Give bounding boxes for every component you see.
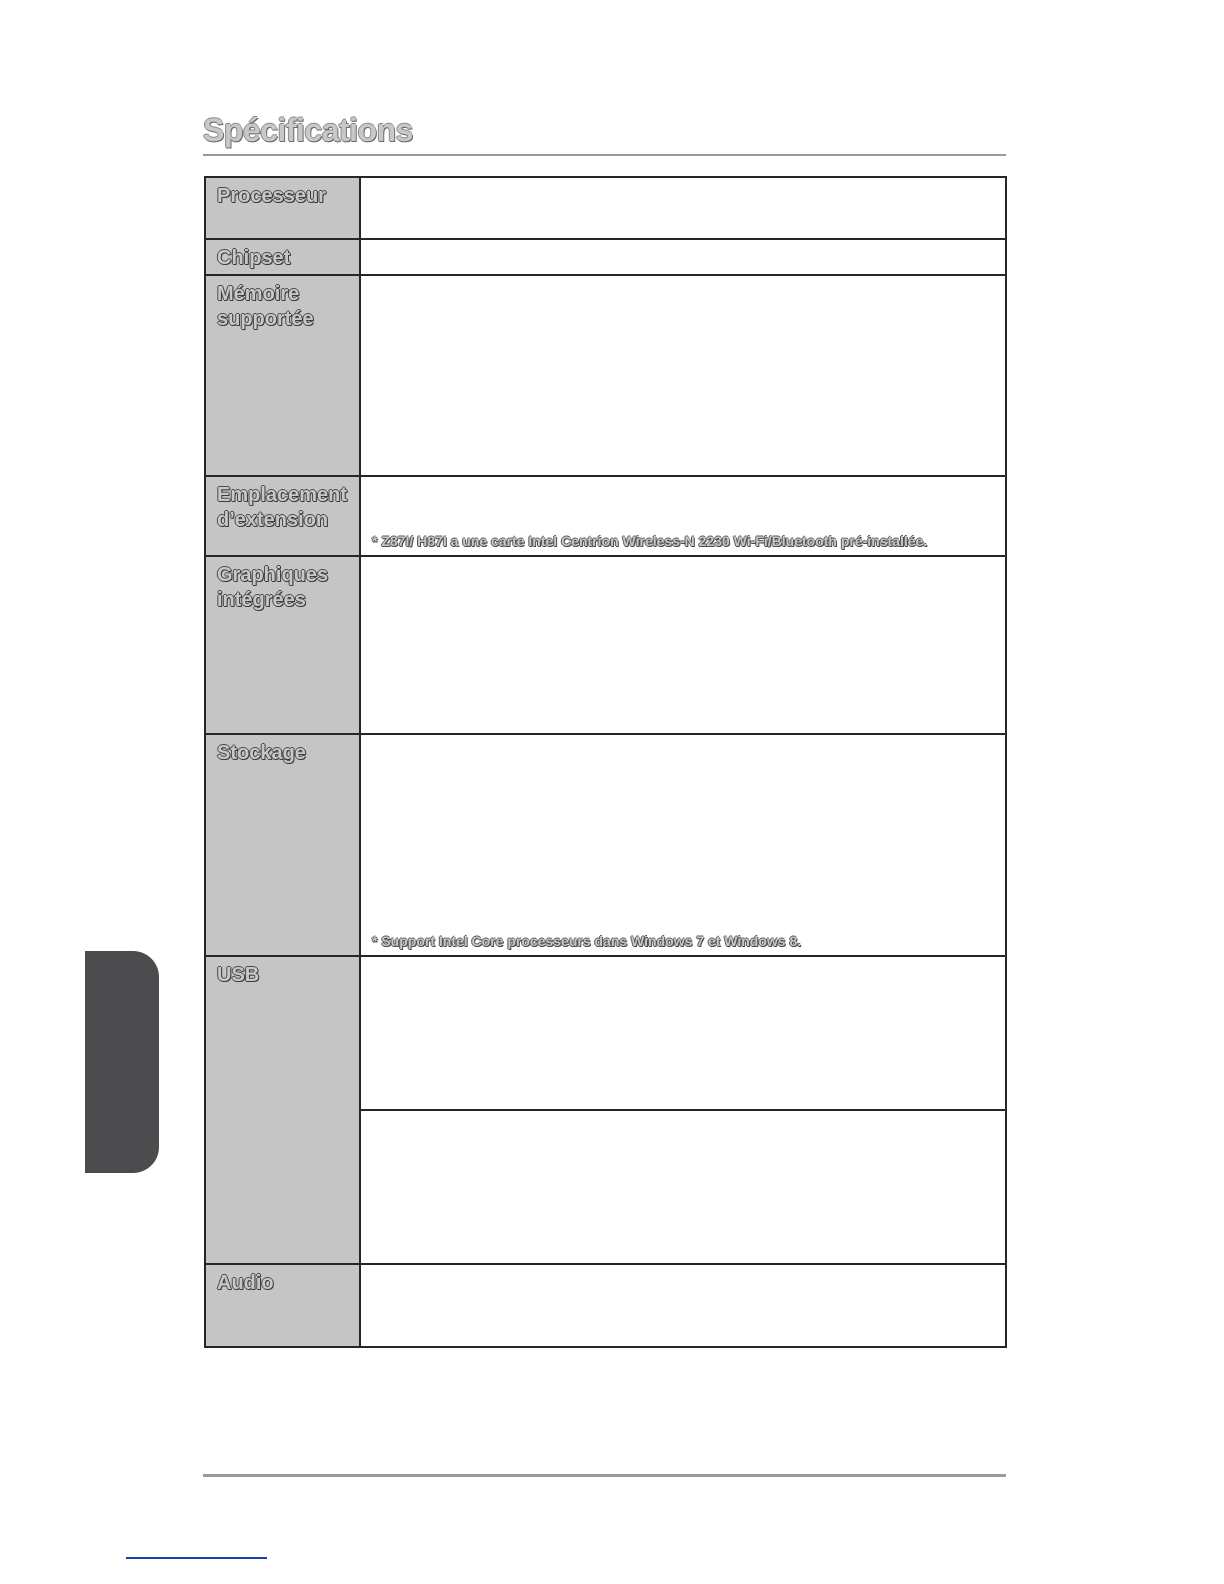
footer-divider <box>203 1474 1006 1477</box>
spec-row-chipset <box>205 239 1006 275</box>
chapter-side-tab <box>85 951 159 1173</box>
spec-value <box>360 177 1006 239</box>
spec-row-processeur <box>205 177 1006 239</box>
spec-label: Graphiques intégrées <box>217 564 329 611</box>
spec-value <box>360 1264 1006 1347</box>
footnote: * Support Intel Core processeurs dans Windows 7 et Windows 8. <box>372 933 802 949</box>
spec-row-memoire <box>205 275 1006 476</box>
spec-table <box>204 176 1007 1348</box>
spec-label-cell <box>205 275 360 476</box>
spec-label: Mémoire supportée <box>217 283 314 330</box>
spec-label-cell <box>205 239 360 275</box>
spec-label-cell <box>205 734 360 956</box>
spec-value <box>360 556 1006 734</box>
spec-label-cell <box>205 956 360 1264</box>
spec-row-stockage <box>205 734 1006 956</box>
spec-label: USB <box>217 964 260 986</box>
footnote: * Z87I/ H87I a une carte Intel Centrion Wireless-N 2230 Wi-Fi/Bluetooth pré-installée. <box>372 533 928 549</box>
spec-label-cell <box>205 1264 360 1347</box>
spec-value <box>360 239 1006 275</box>
spec-label: Audio <box>217 1272 274 1294</box>
spec-value-cell <box>360 734 1006 956</box>
spec-row-audio <box>205 1264 1006 1347</box>
spec-label: Chipset <box>217 247 291 269</box>
usb-sub-divider <box>361 1109 1005 1111</box>
spec-row-usb <box>205 956 1006 1264</box>
spec-value-cell <box>360 476 1006 556</box>
spec-value <box>360 275 1006 476</box>
spec-label: Stockage <box>217 742 306 764</box>
bottom-link-underline <box>126 1557 267 1559</box>
spec-row-extension <box>205 476 1006 556</box>
spec-label-cell <box>205 476 360 556</box>
page-title: Spécifications <box>203 112 413 148</box>
spec-label-cell <box>205 177 360 239</box>
spec-row-graphiques <box>205 556 1006 734</box>
spec-value-cell <box>360 956 1006 1264</box>
title-divider <box>203 154 1006 156</box>
spec-label: Processeur <box>217 185 326 207</box>
spec-label-cell <box>205 556 360 734</box>
spec-label: Emplacement d’extension <box>217 484 348 531</box>
